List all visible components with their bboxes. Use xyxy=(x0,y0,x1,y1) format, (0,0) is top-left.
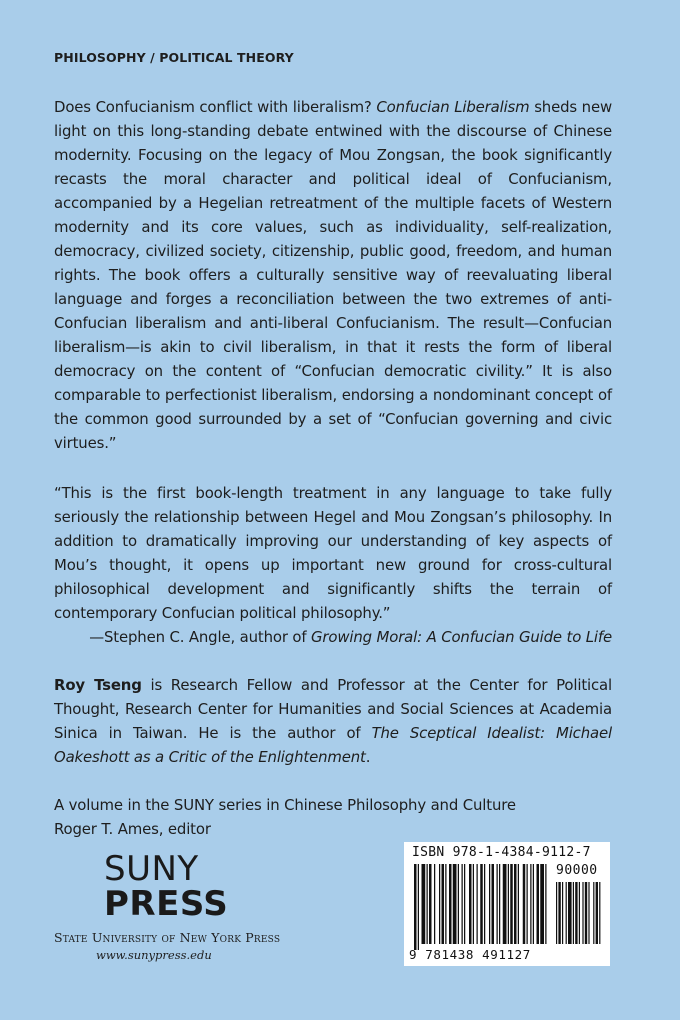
barcode-bar xyxy=(427,864,428,944)
barcode-bar xyxy=(514,864,517,944)
barcode-bar xyxy=(545,864,546,944)
description-rest: sheds new light on this long-standing debate entwined with the discourse of Chinese modernity. Focusing on the legacy of Mou Zongsan, the book significantly recasts the moral character and political ideal of Confucianism, accompanied by a Hegelian retreatment of the multiple facets of Western modernity and its core values, such as individuality, self-realization, democracy, civilized society, citizenship, public good, freedom, and human rights. The book offers a culturally sensitive way of reevaluating liberal language and forges a reconciliation between the two extremes of anti-Confucian liberalism and anti-liberal Confucianism. The result—Confucian liberalism—is akin to civil liberalism, in that it rests the form of liberal democracy on the content of “Confucian democratic civility.” It is also comparable to perfectionist liberalism, endorsing a nondominant concept of the common good surrounded by a set of “Confucian governing and civic virtues.” xyxy=(54,98,613,452)
book-description xyxy=(54,95,612,455)
description-book-title: Confucian Liberalism xyxy=(376,98,530,116)
barcode-bar xyxy=(540,864,544,944)
barcode-bar xyxy=(445,864,446,944)
addon-bar xyxy=(588,882,589,944)
description-lead: Does Confucianism conflict with liberalism? xyxy=(54,98,377,116)
barcode-bar xyxy=(477,864,478,944)
author-bio-end: . xyxy=(365,748,371,766)
barcode-bar xyxy=(442,864,445,944)
addon-bar xyxy=(556,882,557,944)
author-prior-book: The Sceptical Idealist: Michael Oakeshott as a Critic of the Enlightenment xyxy=(54,724,612,766)
addon-bar xyxy=(593,882,594,944)
barcode-bar xyxy=(527,864,528,944)
back-cover-text xyxy=(54,50,612,841)
barcode-bar xyxy=(499,864,500,944)
barcode-bar xyxy=(453,864,457,944)
barcode-bar xyxy=(489,864,490,944)
addon-bar xyxy=(599,882,600,944)
barcode-digits: 9 781438 491127 xyxy=(409,947,531,962)
barcode-bar xyxy=(508,864,509,944)
barcode-bar xyxy=(458,864,459,944)
price-code: 90000 xyxy=(556,863,598,878)
addon-bar xyxy=(596,882,598,944)
addon-bar xyxy=(562,882,563,944)
barcode-bar xyxy=(462,864,463,944)
barcode-bar xyxy=(422,864,426,944)
publisher-website: www.sunypress.edu xyxy=(96,948,212,962)
addon-bar xyxy=(558,882,560,944)
endorsement-attribution xyxy=(54,625,612,649)
barcode-bar xyxy=(533,864,534,944)
barcode-bar xyxy=(523,864,526,944)
publisher-logo xyxy=(54,849,284,962)
attribution-book-title: Growing Moral: A Confucian Guide to Life xyxy=(311,628,612,646)
addon-bar xyxy=(573,882,574,944)
isbn-label: ISBN 978-1-4384-9112-7 xyxy=(412,845,591,860)
addon-bar xyxy=(582,882,583,944)
barcode-bar xyxy=(537,864,540,944)
category-heading: PHILOSOPHY / POLITICAL THEORY xyxy=(54,50,294,65)
barcode-bar xyxy=(469,864,472,944)
addon-bar xyxy=(575,882,577,944)
attribution-prefix: —Stephen C. Angle, author of xyxy=(89,628,312,646)
addon-bar xyxy=(585,882,587,944)
author-bio xyxy=(54,673,612,769)
endorsement-quote: “This is the first book-length treatment in any language to take fully seriously the relationship between Hegel and Mou Zongsan’s philosophy. In addition to dramatically improving our understanding of key aspects of Mou’s thought, it opens up important new ground for cross-cultural philosophical development and significantly shifts the terrain of contemporary Confucian political philosophy.” xyxy=(54,484,612,622)
barcode-bar xyxy=(464,864,465,944)
barcode-bar xyxy=(429,864,432,944)
barcode-bar xyxy=(518,864,519,944)
publisher-name: State University of New York Press xyxy=(54,930,281,945)
barcode-bar xyxy=(449,864,452,944)
author-bio-text: is Research Fellow and Professor at the Center for Political Thought, Research Center for Humanities and Social Sciences at Academia Sinica in Taiwan. He is the author of xyxy=(54,676,612,742)
addon-bar xyxy=(568,882,572,944)
barcode-bar xyxy=(503,864,507,944)
barcode-bar xyxy=(434,864,435,944)
barcode-bar xyxy=(497,864,498,944)
logo-press: PRESS xyxy=(104,884,229,924)
series-note xyxy=(54,793,612,841)
author-name: Roy Tseng xyxy=(54,676,142,694)
addon-bar xyxy=(566,882,567,944)
series-editor: Roger T. Ames, editor xyxy=(54,820,211,838)
barcode-bar xyxy=(484,864,485,944)
barcode-bar xyxy=(530,864,531,944)
barcode-bar xyxy=(418,864,419,950)
logo-suny: SUNY xyxy=(104,849,199,889)
barcode-bar xyxy=(480,864,483,944)
addon-bar xyxy=(579,882,580,944)
barcode-bar xyxy=(492,864,495,944)
barcode-bar xyxy=(414,864,417,950)
barcode-bar xyxy=(510,864,513,944)
barcode-bar xyxy=(439,864,440,944)
barcode-bar xyxy=(473,864,474,944)
isbn-barcode xyxy=(404,842,610,966)
series-line: A volume in the SUNY series in Chinese Philosophy and Culture xyxy=(54,796,516,814)
